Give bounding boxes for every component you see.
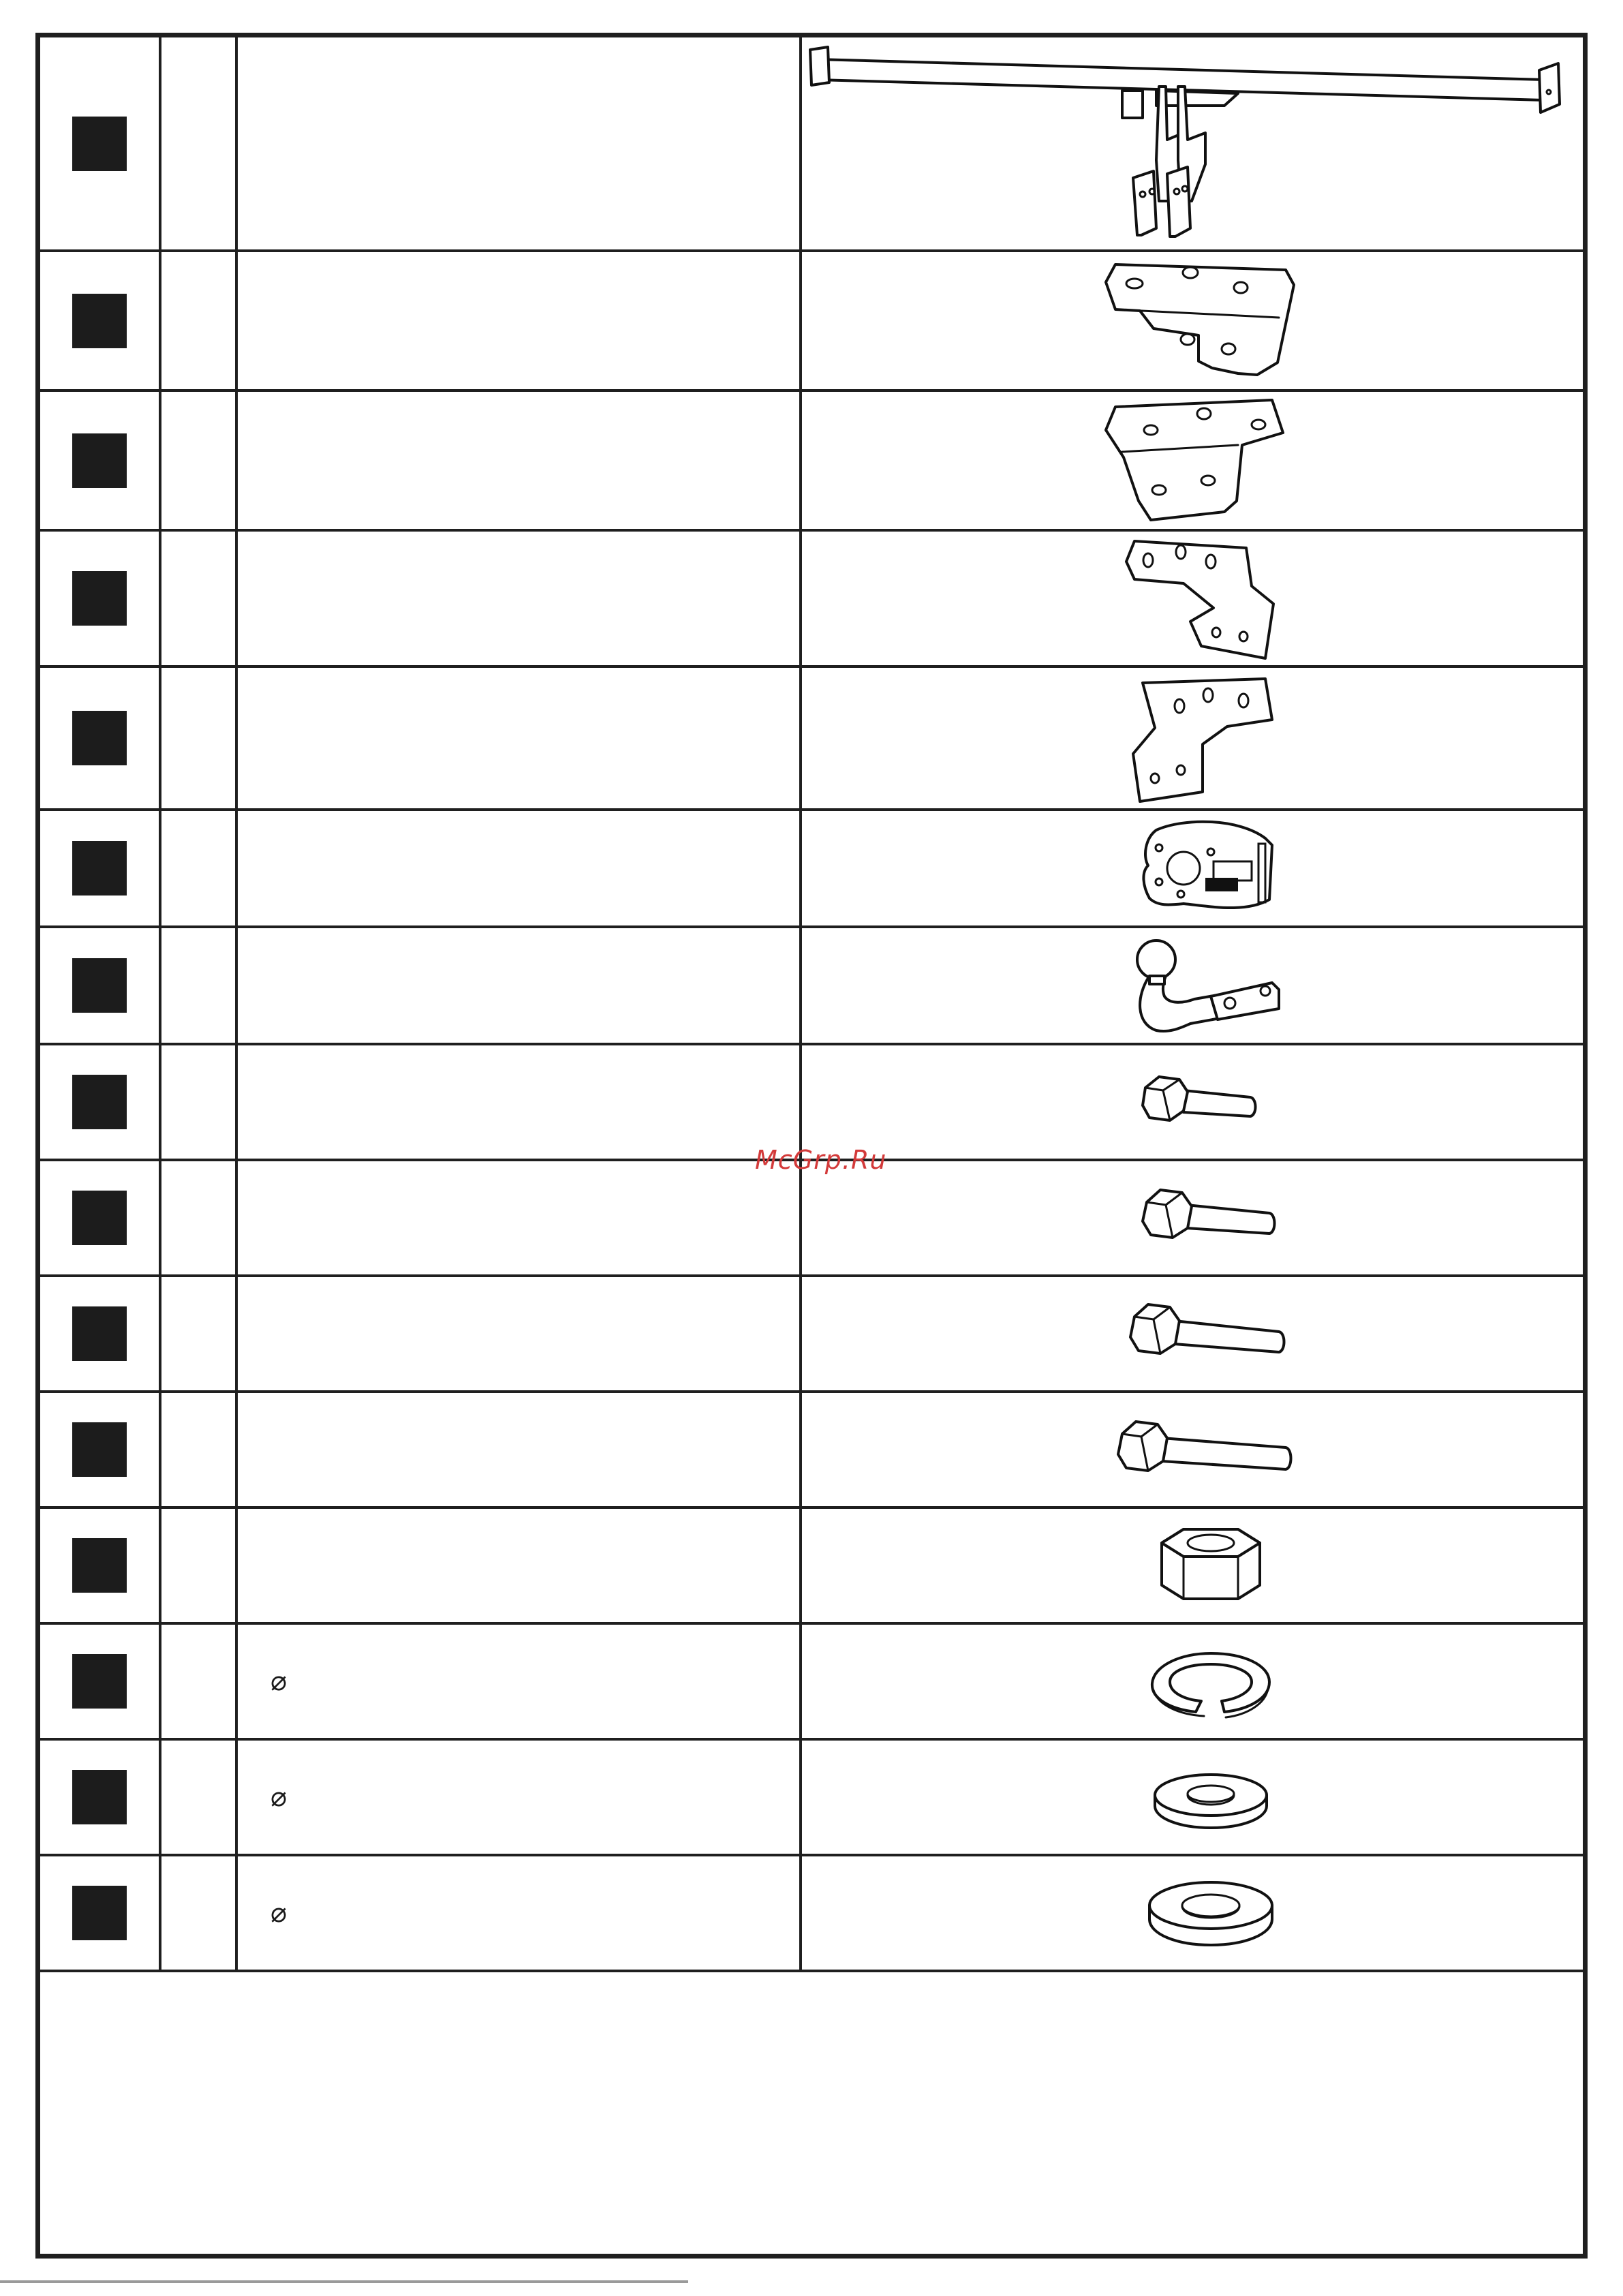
description-cell <box>238 1161 802 1274</box>
quantity-cell <box>161 252 238 389</box>
description-cell <box>238 1277 802 1390</box>
item-number-cell <box>40 1509 161 1622</box>
item-marker <box>72 571 127 626</box>
description-cell <box>238 668 802 808</box>
table-row <box>40 1625 1583 1741</box>
part-drawing-cell <box>802 1161 1583 1274</box>
table-row <box>40 1393 1583 1509</box>
quantity-cell <box>161 1509 238 1622</box>
table-row <box>40 1045 1583 1161</box>
part-drawing-cell <box>802 532 1583 665</box>
part-drawing-cell <box>802 1625 1583 1738</box>
quantity-cell <box>161 1161 238 1274</box>
part-drawing-cell <box>802 1277 1583 1390</box>
item-marker <box>72 1886 127 1940</box>
watermark: McGrp.Ru <box>755 1145 887 1175</box>
item-marker <box>72 294 127 348</box>
hex-nut-drawing <box>802 1509 1583 1622</box>
item-number-cell <box>40 1625 161 1738</box>
item-marker <box>72 841 127 896</box>
mounting-plate-drawing <box>802 392 1583 529</box>
item-number-cell <box>40 1045 161 1159</box>
description-cell <box>238 1856 802 1970</box>
quantity-cell <box>161 532 238 665</box>
item-number-cell <box>40 811 161 925</box>
part-drawing-cell <box>802 1509 1583 1622</box>
table-row <box>40 1161 1583 1277</box>
angle-bracket-drawing <box>802 532 1583 665</box>
table-row <box>40 1741 1583 1856</box>
item-marker <box>72 1770 127 1824</box>
item-number-cell <box>40 37 161 249</box>
item-marker <box>72 1191 127 1245</box>
spring-washer-drawing <box>802 1625 1583 1738</box>
quantity-cell <box>161 1625 238 1738</box>
part-drawing-cell <box>802 1741 1583 1854</box>
angle-bracket-drawing <box>802 668 1583 808</box>
part-drawing-cell <box>802 811 1583 925</box>
quantity-cell <box>161 37 238 249</box>
quantity-cell <box>161 1045 238 1159</box>
description-cell <box>238 37 802 249</box>
table-row <box>40 37 1583 252</box>
part-drawing-cell <box>802 1393 1583 1506</box>
part-drawing-cell <box>802 668 1583 808</box>
table-row <box>40 668 1583 811</box>
item-number-cell <box>40 1161 161 1274</box>
table-row <box>40 532 1583 668</box>
part-drawing-cell <box>802 1856 1583 1970</box>
item-marker <box>72 117 127 171</box>
item-marker <box>72 711 127 765</box>
item-marker <box>72 1306 127 1361</box>
bolt-drawing <box>802 1161 1583 1274</box>
bolt-drawing <box>802 1393 1583 1506</box>
description-cell <box>238 1393 802 1506</box>
quantity-cell <box>161 1393 238 1506</box>
table-row <box>40 1509 1583 1625</box>
bolt-drawing <box>802 1277 1583 1390</box>
socket-plate-drawing <box>802 811 1583 925</box>
item-marker <box>72 1422 127 1477</box>
bolt-drawing <box>802 1045 1583 1159</box>
diameter-spec: ⌀ <box>270 1897 288 1929</box>
description-cell <box>238 811 802 925</box>
quantity-cell <box>161 811 238 925</box>
item-number-cell <box>40 252 161 389</box>
item-marker <box>72 1075 127 1129</box>
crossbar-with-brackets-drawing <box>802 37 1583 249</box>
quantity-cell <box>161 668 238 808</box>
table-row <box>40 1856 1583 1972</box>
table-row <box>40 1277 1583 1393</box>
description-cell <box>238 252 802 389</box>
quantity-cell <box>161 1856 238 1970</box>
quantity-cell <box>161 392 238 529</box>
quantity-cell <box>161 1277 238 1390</box>
item-number-cell <box>40 1856 161 1970</box>
flat-washer-drawing <box>802 1741 1583 1854</box>
description-cell <box>238 1741 802 1854</box>
quantity-cell <box>161 928 238 1043</box>
flat-washer-drawing <box>802 1856 1583 1970</box>
description-cell <box>238 928 802 1043</box>
item-number-cell <box>40 1393 161 1506</box>
part-drawing-cell <box>802 37 1583 249</box>
item-marker <box>72 1538 127 1593</box>
part-drawing-cell <box>802 392 1583 529</box>
tow-ball-neck-drawing <box>802 928 1583 1043</box>
item-marker <box>72 433 127 488</box>
diameter-spec: ⌀ <box>270 1666 288 1697</box>
quantity-cell <box>161 1741 238 1854</box>
item-number-cell <box>40 1277 161 1390</box>
description-cell <box>238 1625 802 1738</box>
description-cell <box>238 532 802 665</box>
description-cell <box>238 1509 802 1622</box>
item-number-cell <box>40 668 161 808</box>
mounting-plate-drawing <box>802 252 1583 389</box>
diameter-spec: ⌀ <box>270 1781 288 1813</box>
description-cell <box>238 1045 802 1159</box>
item-number-cell <box>40 532 161 665</box>
item-marker <box>72 958 127 1013</box>
item-number-cell <box>40 928 161 1043</box>
footer-rule <box>0 2280 688 2283</box>
table-row <box>40 252 1583 392</box>
table-row <box>40 928 1583 1045</box>
table-row <box>40 392 1583 532</box>
table-row <box>40 811 1583 928</box>
part-drawing-cell <box>802 252 1583 389</box>
part-drawing-cell <box>802 928 1583 1043</box>
item-marker <box>72 1654 127 1709</box>
item-number-cell <box>40 392 161 529</box>
item-number-cell <box>40 1741 161 1854</box>
description-cell <box>238 392 802 529</box>
notes-area <box>40 1986 1583 2254</box>
part-drawing-cell <box>802 1045 1583 1159</box>
